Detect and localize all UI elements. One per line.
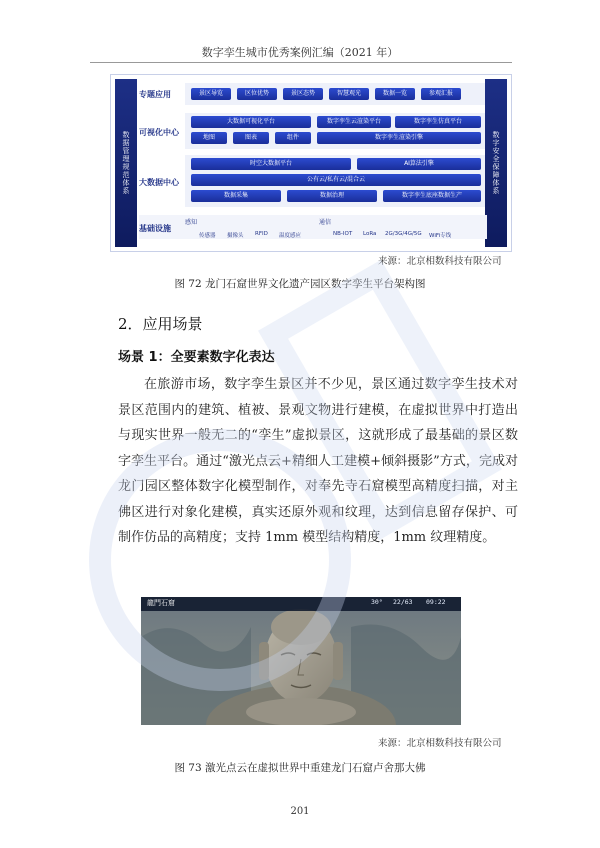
twin-render-engine: 数字孪生渲染引擎 [317,132,481,144]
ai-engine: AI算法引擎 [357,158,481,170]
photo-time: 09:22 [426,598,446,606]
topic-app-item: 智慧观光 [329,88,369,100]
sense-item: 温度感应 [279,233,302,239]
buddha-reconstruction-image [141,597,461,725]
big-data-sub-item: 数据治理 [287,190,377,202]
spacetime-platform: 时空大数据平台 [191,158,351,170]
viz-sub-item: 组件 [275,132,311,144]
figure-73-source: 来源：北京相数科技有限公司 [378,738,502,749]
figure-73-caption: 图 73 激光点云在虚拟世界中重建龙门石窟卢舍那大佛 [174,762,426,774]
topic-app-item: 景区导览 [191,88,231,100]
section-heading: 2．应用场景 [118,315,203,333]
big-data-viz-platform: 大数据可视化平台 [191,116,311,128]
cloud-layer: 公有云/私有云/混合云 [191,174,481,186]
sense-item: 摄像头 [227,233,244,239]
topic-app-item: 参观汇报 [421,88,461,100]
layer-label-big-data: 大数据中心 [139,178,179,187]
header-rule [90,62,512,63]
scene-title: 场景 1：全要素数字化表达 [118,350,275,365]
big-data-sub-item: 数据采集 [191,190,281,202]
topic-app-item: 景区态势 [283,88,323,100]
layer-label-infrastructure: 基础设施 [139,224,171,233]
right-column-label: 数字安全保障体系 [485,79,507,247]
figure-72-caption: 图 72 龙门石窟世界文化遗产园区数字孪生平台架构图 [174,278,426,290]
topic-app-item: 区位优势 [237,88,277,100]
sense-item: 传感器 [199,233,216,239]
body-paragraph: 在旅游市场，数字孪生景区并不少见，景区通过数字孪生技术对景区范围内的建筑、植被、景观文物进行建模，在虚拟世界中打造出与现实世界一般无二的“孪生”虚拟景区，这就形成了最基础的景区数字孪生平台。通过“激光点云+精细人工建模+倾斜摄影”方式，完成对龙门园区整体数字化模型制作，对奉先寺石窟模型高精度扫描，对主佛区进行对象化建模，真实还原外观和纹理，达到信息留存保护、可制作仿品的高精度；支持 1mm 模型结构精度，1mm 纹理精度。 [118,377,518,545]
left-column-label: 数据管理规范体系 [115,79,137,247]
photo-temperature: 30° [371,598,383,606]
figure-72-source: 来源：北京相数科技有限公司 [378,256,502,267]
comm-item: LoRa [363,231,377,237]
running-header: 数字孪生城市优秀案例汇编（2021 年） [201,46,399,59]
page-number: 201 [290,806,310,817]
viz-sub-item: 地图 [191,132,227,144]
layer-label-topic-apps: 专题应用 [139,90,171,99]
buddha-illustration [141,597,461,725]
topic-app-item: 数据一览 [375,88,415,100]
photo-stat: 22/63 [393,598,413,606]
comm-item: WiFi专线 [429,233,452,239]
sense-label: 感知 [185,219,198,226]
sense-item: RFID [255,231,268,237]
photo-top-bar [141,597,461,611]
comm-item: 2G/3G/4G/5G [385,231,422,237]
layer-label-visualization: 可视化中心 [139,128,179,137]
comm-item: NB-IOT [333,231,353,237]
comm-label: 通信 [319,219,332,226]
twin-scene-platform: 数字孪生仿真平台 [395,116,481,128]
architecture-diagram [110,74,512,252]
viz-sub-item: 图表 [233,132,269,144]
twin-render-platform: 数字孪生云渲染平台 [317,116,391,128]
big-data-sub-item: 数字孪生底座数据生产 [383,190,481,202]
photo-title: 龍門石窟 [147,599,175,607]
